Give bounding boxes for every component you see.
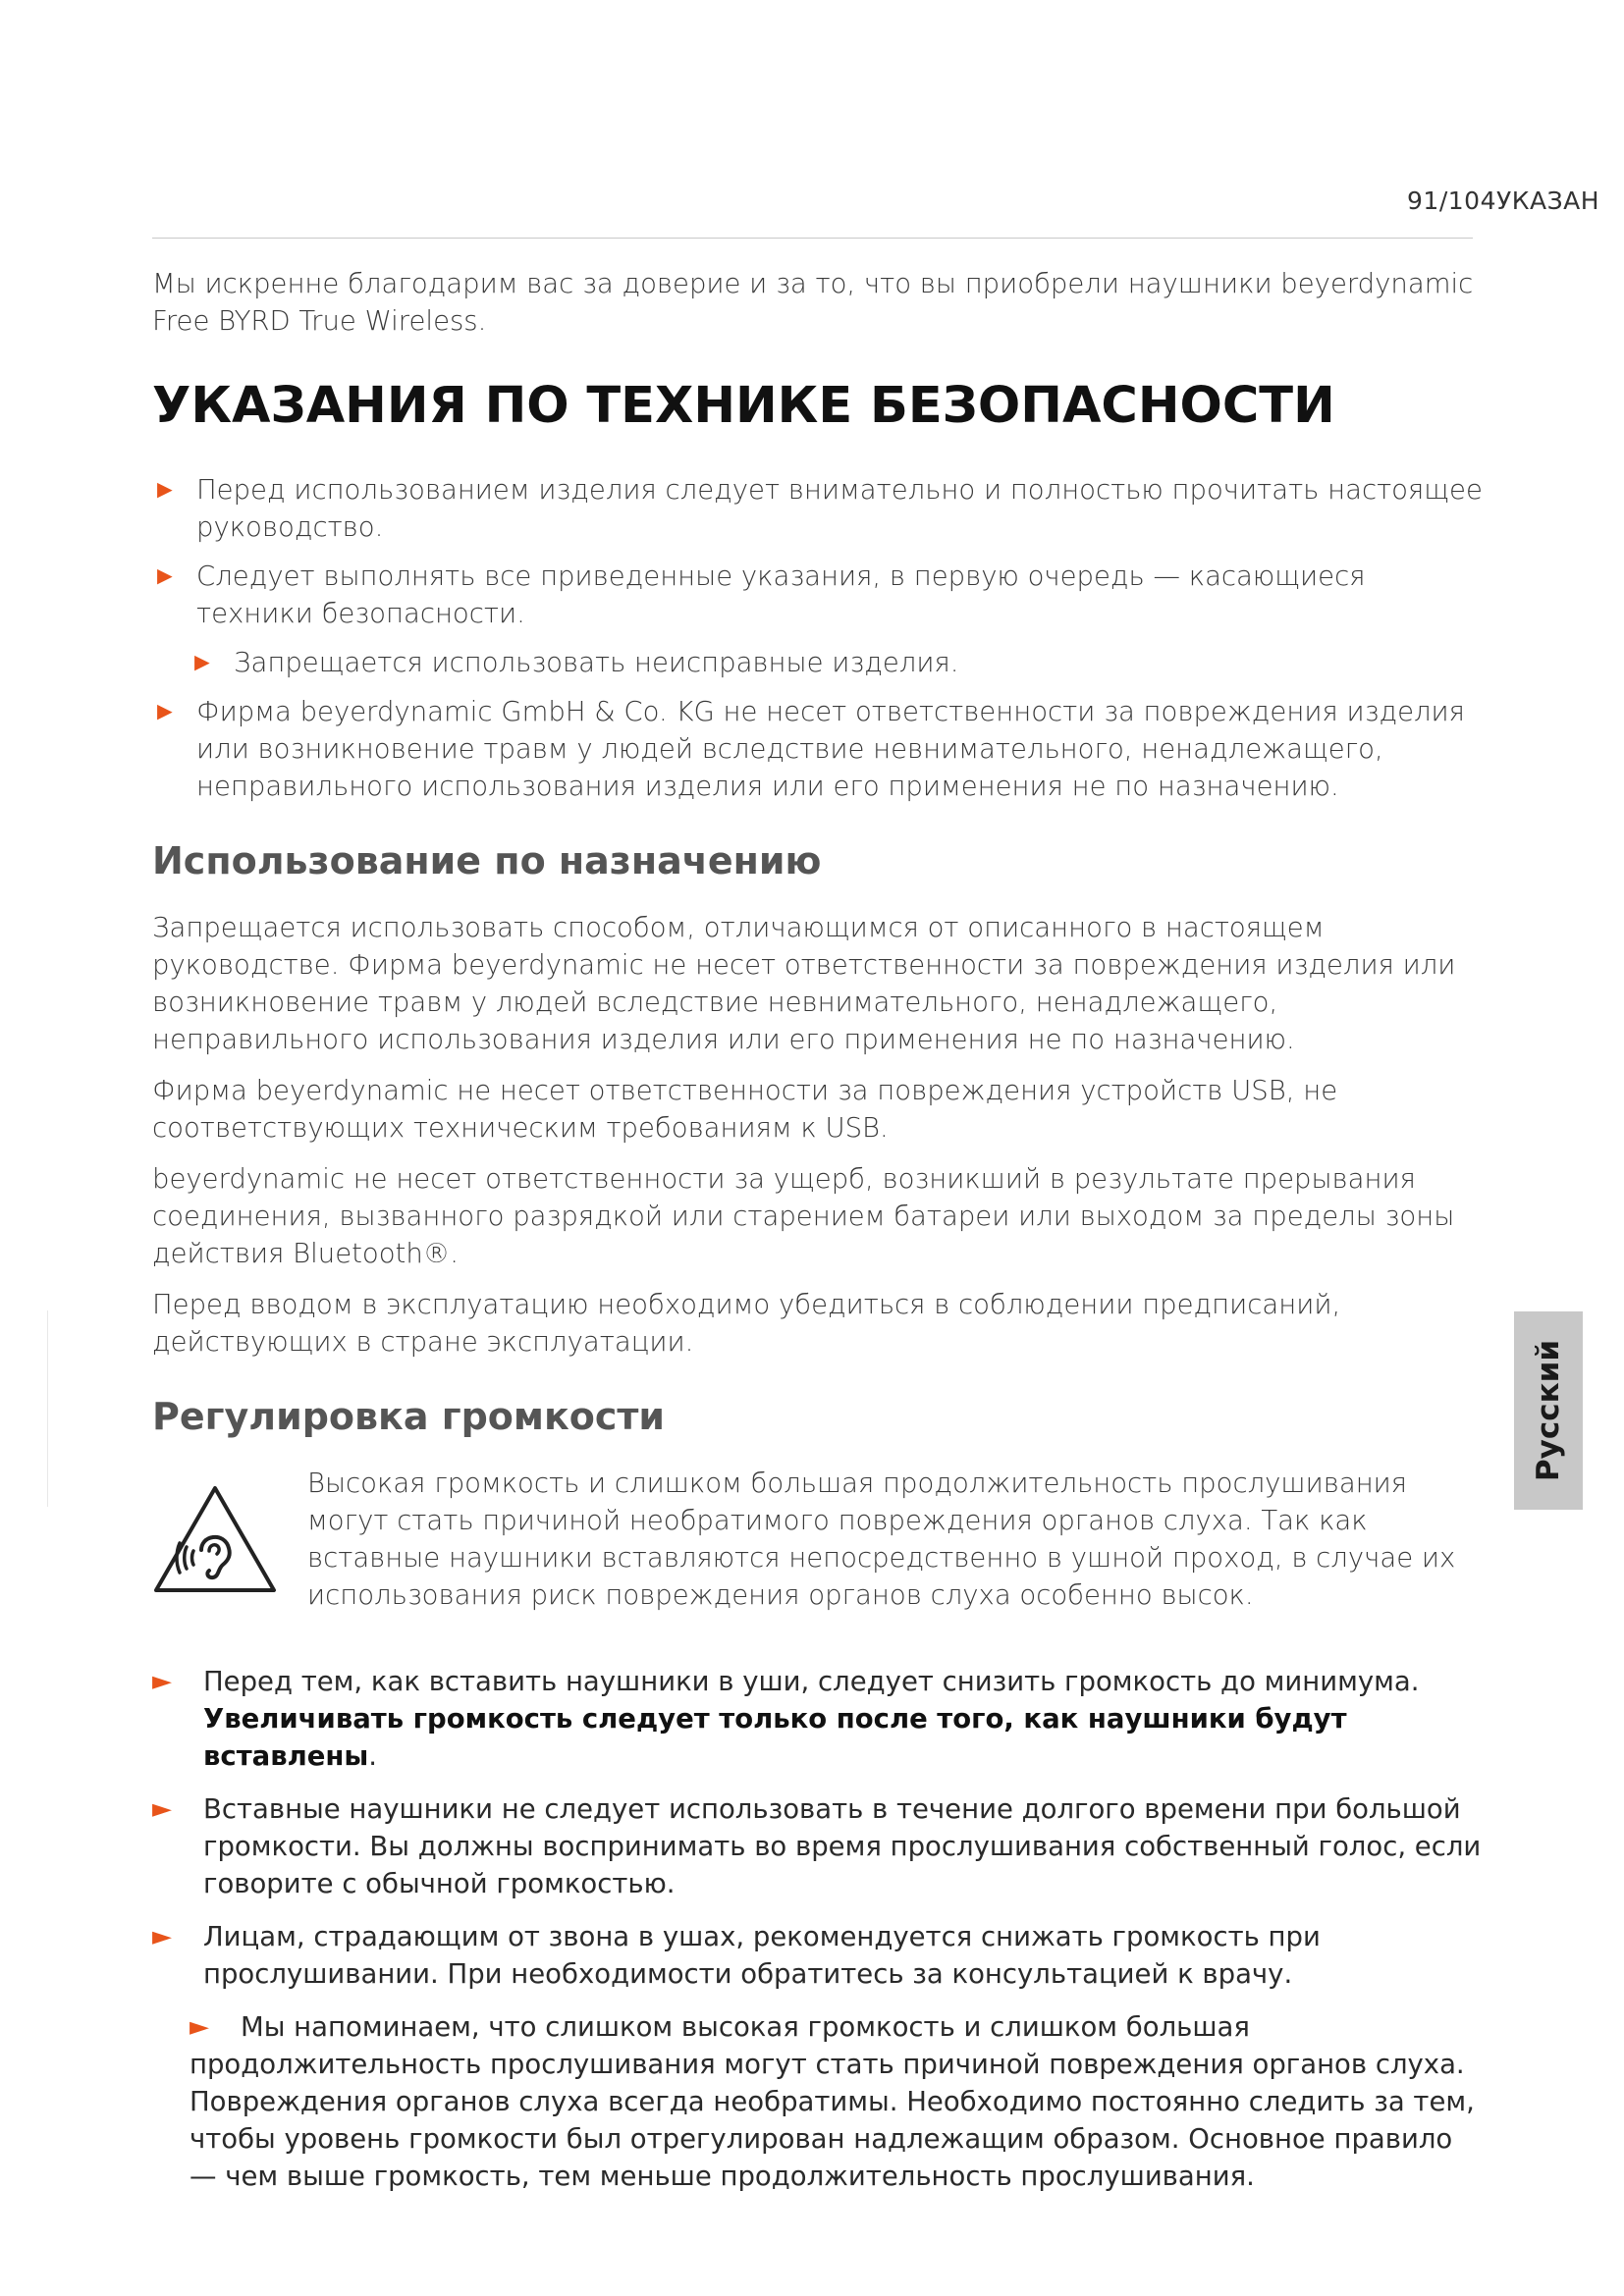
page-header-label: 91/104УКАЗАН bbox=[1407, 187, 1599, 215]
play-triangle-icon: ► bbox=[189, 648, 215, 677]
volume-title: Регулировка громкости bbox=[152, 1395, 666, 1438]
play-triangle-icon: ► bbox=[152, 1667, 172, 1696]
intended-use-title: Использование по назначению bbox=[152, 839, 822, 882]
emphasis-text: Увеличивать громкость следует только после того, как наушники будут вставлены bbox=[203, 1703, 1347, 1772]
list-item: ► Следует выполнять все приведенные указания, в первую очередь — касающиеся техники безопасности. bbox=[152, 561, 1366, 629]
paragraph: beyerdynamic не несет ответственности за ущерб, возникший в результате прерывания соединения, вызванного разрядкой или старением батареи или выходом за пределы зоны действия Bluetooth®. bbox=[152, 1163, 1455, 1269]
warning-text: Высокая громкость и слишком большая продолжительность прослушивания могут стать причиной необратимого повреждения органов слуха. Так как вставные наушники вставляются непосредственно в ушной проход, в случае их использования риск повреждения органов слуха особенно высок. bbox=[307, 1468, 1456, 1611]
list-item: ► Запрещается использовать неисправные изделия. bbox=[189, 647, 959, 678]
language-tab bbox=[1514, 1311, 1583, 1510]
play-triangle-icon: ► bbox=[189, 2012, 209, 2042]
intro-paragraph: Мы искренне благодарим вас за доверие и за то, что вы приобрели наушники beyerdynamic Free BYRD True Wireless. bbox=[152, 268, 1474, 337]
list-item: ► Лицам, страдающим от звона в ушах, рекомендуется снижать громкость при прослушивании. При необходимости обратитесь за консультацией к врачу. bbox=[152, 1921, 1321, 1990]
safety-title: УКАЗАНИЯ ПО ТЕХНИКЕ БЕЗОПАСНОСТИ bbox=[152, 377, 1335, 435]
list-item: ► Фирма beyerdynamic GmbH & Co. KG не несет ответственности за повреждения изделия или возникновение травм у людей вследствие невнимательного, ненадлежащего, неправильного использования изделия или его применения не по назначению. bbox=[152, 696, 1465, 802]
safety-list bbox=[152, 471, 1488, 805]
paragraph: Перед вводом в эксплуатацию необходимо убедиться в соблюдении предписаний, действующих в стране эксплуатации. bbox=[152, 1289, 1341, 1358]
paragraph: Запрещается использовать способом, отличающимся от описанного в настоящем руководстве. Фирма beyerdynamic не несет ответственности за повреждения изделия или возникновение травм у людей вследствие невнимательного, ненадлежащего, неправильного использования изделия или его применения не по назначению. bbox=[152, 912, 1456, 1055]
header-divider bbox=[152, 238, 1473, 239]
list-item: ► Вставные наушники не следует использовать в течение долгого времени при большой громкости. Вы должны воспринимать во время прослушивания собственный голос, если говорите с обычной громкостью. bbox=[152, 1793, 1482, 1899]
volume-list bbox=[152, 1663, 1488, 2195]
volume-list-wrapper bbox=[152, 1663, 1488, 2195]
hearing-warning-icon bbox=[152, 1484, 278, 1594]
play-triangle-icon: ► bbox=[152, 561, 178, 591]
language-tab-label: Русский bbox=[1531, 1339, 1567, 1482]
margin-marker bbox=[47, 1310, 48, 1507]
list-item: ► Перед использованием изделия следует внимательно и полностью прочитать настоящее руководство. bbox=[152, 474, 1483, 543]
list-item: ► Мы напоминаем, что слишком высокая громкость и слишком большая продолжительность прослушивания могут стать причиной повреждения органов слуха. Повреждения органов слуха всегда необратимы. Необходимо постоянно следить за тем, чтобы уровень громкости был отрегулирован надлежащим образом. Основное правило — чем выше громкость, тем меньше продолжительность прослушивания. bbox=[189, 2011, 1475, 2192]
hearing-warning bbox=[152, 1465, 1488, 1614]
play-triangle-icon: ► bbox=[152, 1794, 172, 1824]
play-triangle-icon: ► bbox=[152, 475, 178, 505]
paragraph: Фирма beyerdynamic не несет ответственности за повреждения устройств USB, не соответствующих техническим требованиям к USB. bbox=[152, 1075, 1338, 1144]
play-triangle-icon: ► bbox=[152, 1922, 172, 1951]
document-body bbox=[152, 265, 1488, 2211]
list-item: ► Перед тем, как вставить наушники в уши, следует снизить громкость до минимума. Увеличивать громкость следует только после того, как наушники будут вставлены. bbox=[152, 1666, 1420, 1772]
play-triangle-icon: ► bbox=[152, 697, 178, 726]
